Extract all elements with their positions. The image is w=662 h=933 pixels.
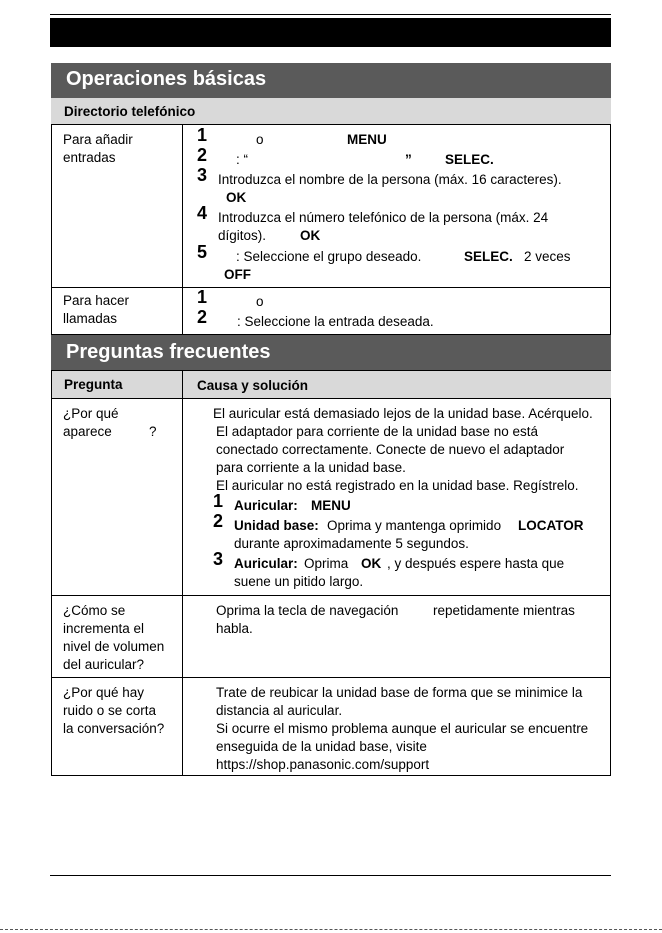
faq-answer: Trate de reubicar la unidad base de forma que se minimice la bbox=[216, 685, 583, 700]
faq-row-divider bbox=[51, 677, 611, 678]
faq-question: ¿Cómo se bbox=[63, 603, 126, 618]
faq-row-divider bbox=[51, 595, 611, 596]
bottom-rule bbox=[50, 875, 611, 876]
faq-question: ¿Por qué bbox=[63, 406, 119, 421]
faq-column-divider bbox=[182, 371, 183, 775]
faq-col-answer: Causa y solución bbox=[197, 378, 309, 393]
step-number: 1 bbox=[213, 491, 224, 511]
support-link-text: https://shop.panasonic.com/support bbox=[216, 757, 430, 772]
step-number: 2 bbox=[197, 145, 208, 165]
faq-header-row bbox=[52, 371, 611, 398]
faq-answer: El auricular está demasiado lejos de la unidad base. Acérquelo. bbox=[213, 406, 593, 421]
step-number: 4 bbox=[197, 203, 208, 223]
section-title-preguntas: Preguntas frecuentes bbox=[51, 335, 611, 370]
faq-col-question: Pregunta bbox=[64, 377, 123, 392]
header-bar bbox=[50, 18, 611, 47]
directory-column-divider bbox=[182, 125, 183, 334]
faq-question: ¿Por qué hay bbox=[63, 685, 145, 700]
step-number: 2 bbox=[197, 307, 208, 327]
faq-answer: Oprima la tecla de navegación bbox=[216, 603, 399, 618]
subsection-title-directorio: Directorio telefónico bbox=[51, 98, 611, 125]
faq-header-divider bbox=[51, 398, 611, 399]
step-number: 3 bbox=[213, 549, 224, 569]
step-number: 1 bbox=[197, 287, 208, 307]
step-number: 3 bbox=[197, 165, 208, 185]
step-number: 5 bbox=[197, 242, 208, 262]
top-rule bbox=[50, 14, 611, 15]
directory-table bbox=[51, 124, 611, 335]
step-number: 1 bbox=[197, 125, 208, 145]
step-number: 2 bbox=[213, 511, 224, 531]
section-title-operaciones: Operaciones básicas bbox=[51, 63, 611, 98]
directory-row-divider bbox=[51, 287, 611, 288]
page-edge-dashes bbox=[0, 929, 662, 930]
